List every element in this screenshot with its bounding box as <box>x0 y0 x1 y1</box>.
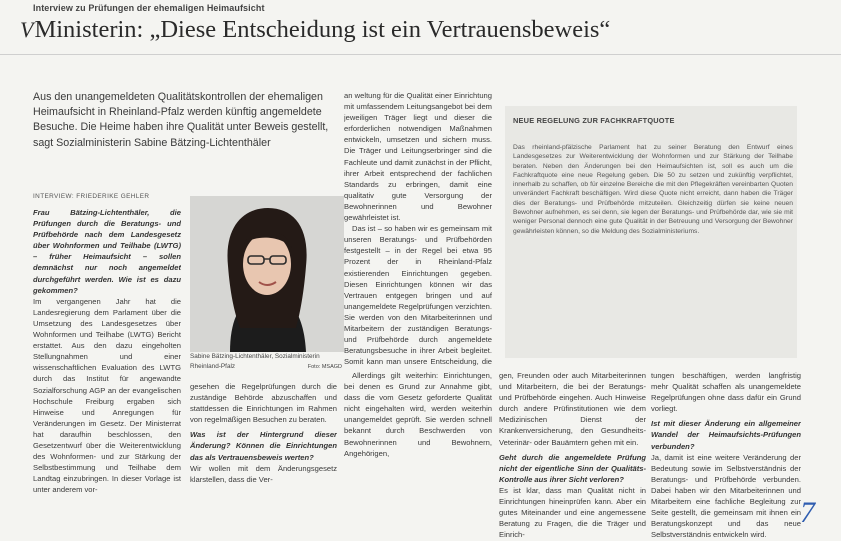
column-1 <box>33 207 181 541</box>
column-5 <box>651 370 801 541</box>
caption-text: Sabine Bätzing-Lichtenthäler, Sozialministerin Rheinland-Pfalz <box>190 353 320 370</box>
info-box-title: NEUE REGELUNG ZUR FACHKRAFTQUOTE <box>513 116 675 125</box>
photo-credit: Foto: MSAGD <box>307 364 342 370</box>
paragraph-2a-2: Das ist – so haben wir es gemeinsam mit unseren Beratungs- und Prüfbehörden festgestellt – in der Regel bei etwa 95 Prozent der in Rheinland-Pfalz existierenden Einrichtungen gegeben. Diesen Einrichtungen können wir das Vertrauen entgegen bringen und auf unangemeldete Regelprüfungen verzichten. Sie werden von den Mitarbeiterinnen und Mitarbeitern der zuständigen Beratungs- und Prüfbehörde durch angemeldete Beratungsbesuche in ihrer Arbeit begleitet. Somit kann man unsere Entscheidung, die <box>344 224 492 367</box>
info-box-text: Das rheinland-pfälzische Parlament hat zu seiner Beratung den Entwurf eines Landesgesetzes zur Weiterentwicklung der Wohnformen und zur Stärkung der Teilhabe beraten. Neben den Änderungen bei den Heimaufsichten ist, soll es auch um die Fachkraftquote eine neue Regelung geben. Die 50 zu setzen und zukünftig verpflichtet, innerhalb zu schaffen, ob für einzelne Bereiche die mit den Pflegekräften vereinbarten Quoten unverändert Fachkraft beschäftigen. Wird diese Quote nicht erreicht, dann haben die Träger dies der Beratungs- und Prüfbehörde mitzuteilen. Gleichzeitig dürfen sie keine neuen Bewohner aufnehmen, es sei denn, sie legen der Beratungs- und Prüfbehörde dar, wie sie mit weniger Personal dennoch eine gute Qualität in der Betreuung und Versorgung der Bewohner gewährleisten können, so die Meldung des Sozialministeriums. <box>513 144 793 235</box>
question-4: Ist mit dieser Änderung ein allgemeiner Wandel der Heimaufsichts-Prüfungen verbunden? <box>651 419 801 451</box>
answer-1: Im vergangenen Jahr hat die Landesregierung dem Parlament über die Umsetzung des Landesgesetzes über Wohnformen und Teilhabe (LWTG) Bericht erstattet. Aus den dazu eingeholten Stellungnahmen und einer wissenschaftlichen Evaluation des LWTG durch das Institut für angewandte Sozialforschung AGP an der evangelischen Hochschule Freiburg ergaben sich Hinweise und Anregungen für Veränderungen im Gesetz. Der Ministerrat hat daraufhin beschlossen, den Gesetzentwurf über die Weiterentwicklung des Wohnformen- und zur Stärkung der Selbstbestimmung und Teilhabe dem Landtag einzubringen. In dieser Vorlage ist unter anderem vor- <box>33 296 181 495</box>
paragraph-2b: gesehen die Regelprüfungen durch die zuständige Behörde abzuschaffen und stattdessen die Einrichtungen im Rahmen von regelmäßigen Besuchen zu beraten. <box>190 382 337 425</box>
question-3: Geht durch die angemeldete Prüfung nicht der eigentliche Sinn der Qualitäts-Kontrolle aus ihrer Sicht verloren? <box>499 452 646 484</box>
answer-2: Wir wollen mit dem Änderungsgesetz klarstellen, dass die Ver- <box>190 463 337 484</box>
column-2-lower <box>190 381 337 541</box>
page-number: 7 <box>800 496 815 529</box>
column-4 <box>499 370 646 541</box>
headline-text: Ministerin: „Diese Entscheidung ist ein Vertrauensbeweis“ <box>34 16 611 43</box>
header-rule <box>0 54 841 55</box>
kicker: Interview zu Prüfungen der ehemaligen Heimaufsicht <box>33 3 265 13</box>
paragraph-4: gen, Freunden oder auch Mitarbeiterinnen und Mitarbeitern, die bei der Beratungs- und Prüfbehörde eingehen. Auch Hinweise durch andere Prüfinstitutionen wie dem Medizinischen Dienst der Krankenversicherung, den Gesundheits-Veterinär- oder Bauämtern gehen mit ein. <box>499 371 646 447</box>
paragraph-5: tungen beschäftigen, werden langfristig mehr Qualität schaffen als unangemeldete Regelprüfungen ohne dass dafür ein Grund vorliegt. <box>651 371 801 414</box>
column-3-lower <box>344 370 492 541</box>
handwritten-mark: V <box>20 17 34 42</box>
paragraph-2a-1: an weltung für die Qualität einer Einrichtung mit umfassendem Leitungsangebot bei dem jeweiligen Träger liegt und dieser die erforderlichen notwendigen Maßnahmen entwickeln, umsetzen und sichern muss. Die Träger und Leitungserbringer sind die Fachleute und damit zunächst in der Pflicht, ihrer Arbeit entsprechend der fachlichen Standards zu erbringen, damit eine qualitativ gute Versorgung der Bewohnerinnen und Bewohner gewährleistet ist. <box>344 91 492 223</box>
column-3-upper <box>344 90 492 368</box>
lead-paragraph: Aus den unangemeldeten Qualitätskontrollen der ehemaligen Heimaufsicht in Rheinland-Pfalz werden künftig angemeldete Besuche. Die Heime haben ihre Qualität unter Beweis gestellt, sagt Sozialministerin Sabine Bätzing-Lichtenthäler <box>33 91 329 149</box>
headline <box>20 16 840 44</box>
answer-3: Es ist klar, dass man Qualität nicht in Einrichtungen hineinprüfen kann. Aber ein gutes Miteinander und eine angemessene Beratung zu Fragen, die die Träger und Einrich- <box>499 485 646 540</box>
question-1: Frau Bätzing-Lichtenthäler, die Prüfungen durch die Beratungs- und Prüfbehörde nach dem Landesgesetz über Wohnformen und Teilhabe (LWTG) – früher Heimaufsicht – sollen demnächst nur noch angemeldet durchgeführt werden. Wie ist es dazu gekommen? <box>33 208 181 295</box>
question-2: Was ist der Hintergrund dieser Änderung? Können die Einrichtungen das als Vertrauensbeweis werten? <box>190 430 337 462</box>
portrait-photo <box>190 196 344 352</box>
answer-4: Ja, damit ist eine weitere Veränderung der Bedeutung sowie im Selbstverständnis der Beratungs- und Prüfbehörde verbunden. Dabei haben wir den Mitarbeiterinnen und Mitarbeitern eine fachliche Begleitung zur Seite gestellt, die gemeinsam mit ihnen ein Beratungskonzept und das neue Selbstverständnis entwickeln wird. <box>651 452 801 540</box>
photo-caption <box>190 352 342 372</box>
byline: INTERVIEW: FRIEDERIKE GEHLER <box>33 193 150 200</box>
paragraph-3: Allerdings gilt weiterhin: Einrichtungen, bei denen es Grund zur Annahme gibt, dass die vom Gesetz geforderte Qualität nicht eingehalten wird, werden weiterhin unangemeldet geprüft. Sie werden schnell bekannt durch Beschwerden von Bewohnerinnen und Bewohnern, Angehörigen, <box>344 371 492 458</box>
portrait-image <box>190 196 344 352</box>
